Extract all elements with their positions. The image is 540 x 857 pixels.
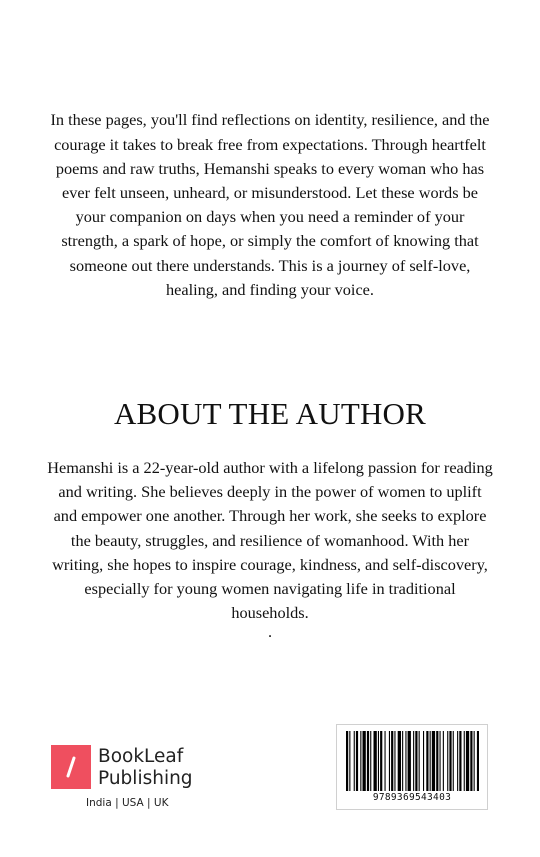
isbn-number: 9789369543403 [372, 792, 452, 803]
barcode-bar [391, 731, 393, 791]
barcode-bar [419, 731, 420, 791]
barcode-bar [405, 731, 406, 791]
barcode-bar [408, 731, 411, 791]
barcode-bar [360, 731, 361, 791]
barcode-bar [394, 731, 395, 791]
barcode-bar [367, 731, 369, 791]
barcode-bar [423, 731, 424, 791]
barcode-bar [430, 731, 431, 791]
barcode-bar [477, 731, 479, 791]
author-bio-text: Hemanshi is a 22-year-old author with a lifelong passion for reading and writing. She believes deeply in the power of women to uplift and empower one another. Through her work, she seeks to explore the beauty, struggles, and resilience of womanhood. With her writing, she hopes to inspire courage, kindness, and self-discovery, especially for young women navigating life in traditional households. [47, 458, 493, 623]
barcode-bars [345, 731, 479, 791]
barcode-bar [413, 731, 414, 791]
publisher-name [98, 746, 193, 790]
slash-logo-icon [51, 745, 91, 789]
barcode-bar [459, 731, 461, 791]
barcode-bar [457, 731, 458, 791]
barcode-bar [453, 731, 454, 791]
barcode-bar [354, 731, 355, 791]
barcode-bar [385, 731, 386, 791]
barcode-bar [432, 731, 435, 791]
author-bio [46, 456, 494, 642]
barcode-bar [415, 731, 417, 791]
barcode-bar [363, 731, 366, 791]
barcode-bar [356, 731, 358, 791]
barcode-bar [440, 731, 441, 791]
author-bio-trailing-dot: . [267, 622, 273, 642]
barcode-bar [426, 731, 428, 791]
about-author-heading: ABOUT THE AUTHOR [113, 396, 427, 431]
publisher-name-line1: BookLeaf [98, 746, 184, 767]
publisher-logo [51, 745, 211, 815]
barcode-bar [349, 731, 350, 791]
barcode-bar [447, 731, 448, 791]
barcode-bar [436, 731, 438, 791]
barcode-bar [346, 731, 348, 791]
publisher-name-line2: Publishing [98, 768, 193, 789]
barcode-bar [402, 731, 403, 791]
isbn-barcode [336, 724, 488, 810]
barcode-bar [464, 731, 465, 791]
barcode-bar [443, 731, 444, 791]
barcode-bar [380, 731, 382, 791]
barcode-bar [389, 731, 390, 791]
barcode-bar [398, 731, 401, 791]
barcode-bar [449, 731, 451, 791]
publisher-regions: India | USA | UK [86, 797, 169, 809]
back-cover-blurb: In these pages, you'll find reflections on identity, resilience, and the courage it takes to break free from expectations. Through heartfelt poems and raw truths, Hemanshi speaks to every woman who has ever felt unseen, unheard, or misunderstood. Let these words be your companion on days when you need a reminder of your strength, a spark of hope, or simply the comfort of knowing that someone out there understands. This is a journey of self-love, healing, and finding your voice. [50, 110, 490, 299]
barcode-bar [470, 731, 472, 791]
barcode-bar [374, 731, 377, 791]
barcode-bar [370, 731, 371, 791]
barcode-bar [474, 731, 475, 791]
barcode-bar [378, 731, 379, 791]
barcode-bar [466, 731, 469, 791]
